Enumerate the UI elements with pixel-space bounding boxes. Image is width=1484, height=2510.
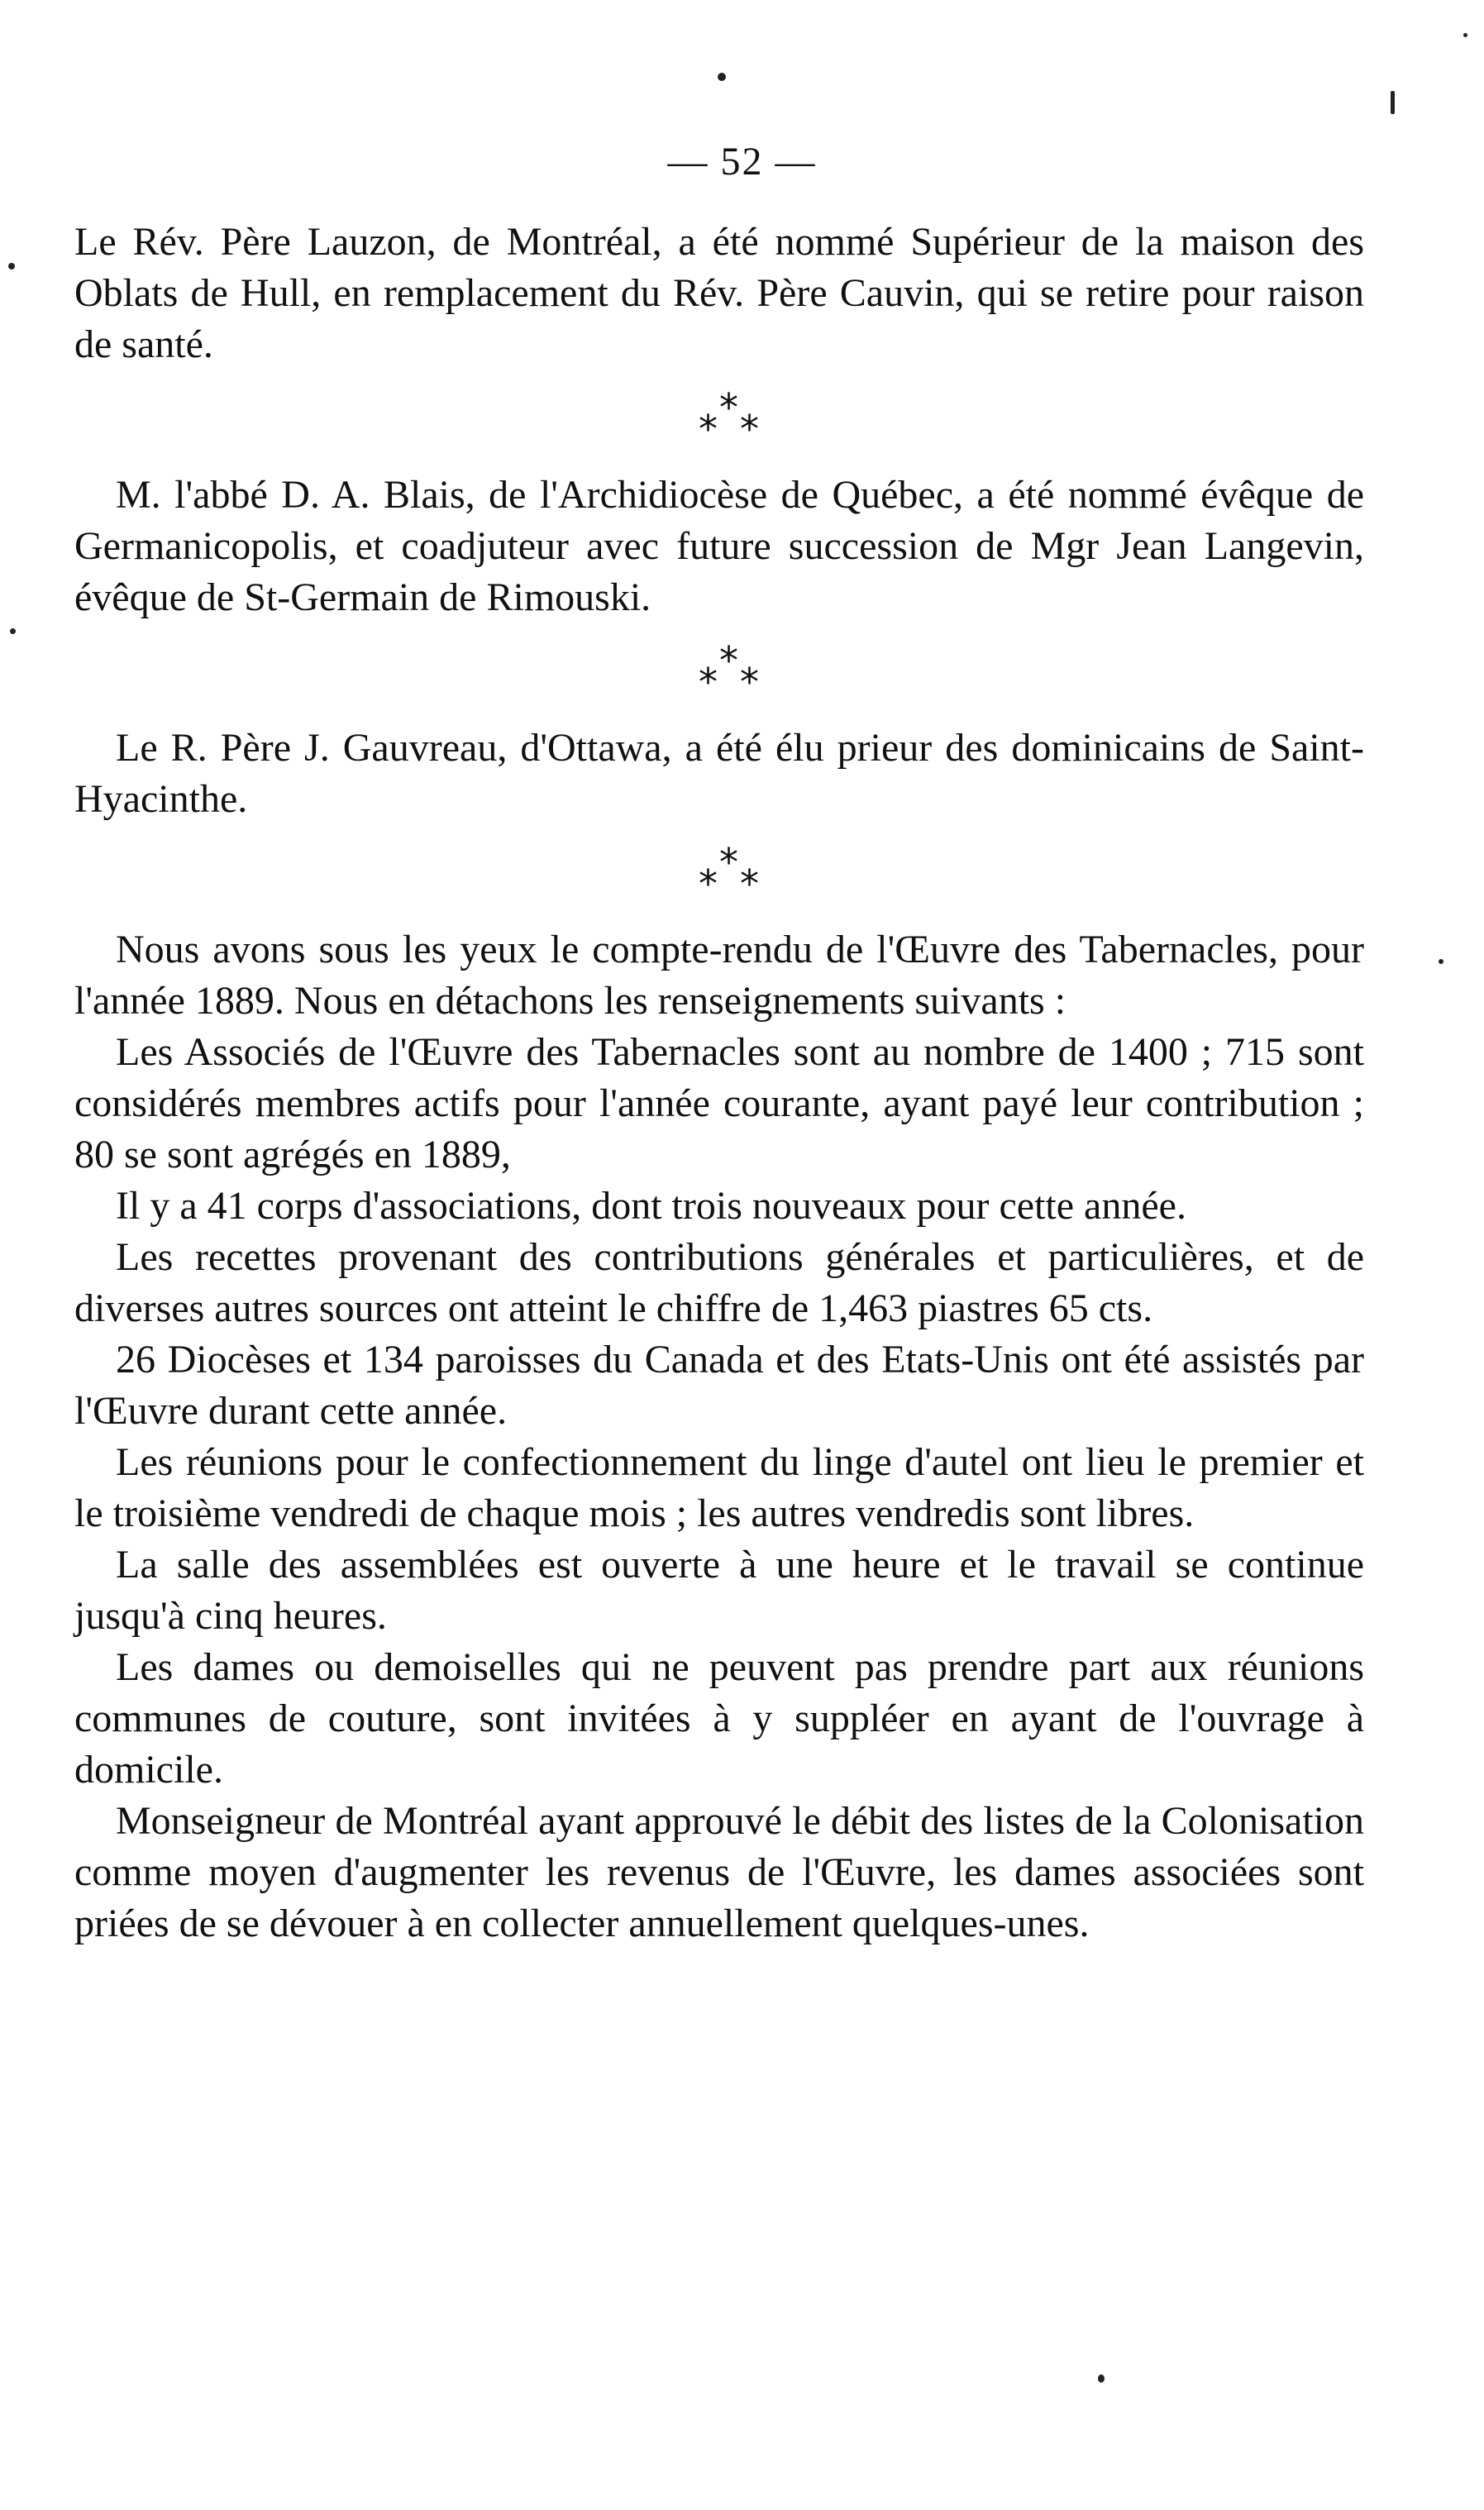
asterism-separator xyxy=(74,623,1364,723)
paragraph-recettes: Les recettes provenant des contributions générales et particulières, et de diverses autres sources ont atteint le chiffre de 1,463 piastres 65 cts. xyxy=(74,1235,1364,1330)
asterism-star: * xyxy=(740,660,759,704)
paragraph-reunions: Les réunions pour le confectionnement du linge d'autel ont lieu le premier et le troisième vendredi de chaque mois ; les autres vendredis sont libres. xyxy=(74,1440,1364,1535)
asterism-star: * xyxy=(699,861,718,906)
asterism-star: * xyxy=(719,840,738,885)
paragraph-blais: M. l'abbé D. A. Blais, de l'Archidiocèse de Québec, a été nommé évêque de Germanicopolis, et coadjuteur avec future succession de Mgr Jean Langevin, évêque de St-Germain de Rimouski. xyxy=(74,473,1364,619)
scan-speck xyxy=(8,263,15,270)
asterism-star: * xyxy=(699,660,718,704)
scan-speck xyxy=(1439,959,1443,964)
asterism-separator xyxy=(74,370,1364,470)
paragraph-salle: La salle des assemblées est ouverte à une heure et le travail se continue jusqu'à cinq heures. xyxy=(74,1543,1364,1638)
paragraph-dames: Les dames ou demoiselles qui ne peuvent pas prendre part aux réunions communes de couture, sont invitées à y suppléer en ayant de l'ouvrage à domicile. xyxy=(74,1645,1364,1792)
scan-speck xyxy=(1463,33,1467,37)
page-number: — 52 — xyxy=(667,140,817,184)
asterism-star: * xyxy=(740,861,759,906)
scan-speck xyxy=(1098,2374,1105,2383)
paragraph-associes: Les Associés de l'Œuvre des Tabernacles sont au nombre de 1400 ; 715 sont considérés membres actifs pour l'année courante, ayant payé leur contribution ; 80 se sont agrégés en 1889, xyxy=(74,1030,1364,1176)
paragraph-gauvreau: Le R. Père J. Gauvreau, d'Ottawa, a été élu prieur des dominicains de Saint-Hyacinthe. xyxy=(74,726,1364,821)
scan-speck xyxy=(10,628,16,634)
paragraph-dioceses: 26 Diocèses et 134 paroisses du Canada et des Etats-Unis ont été assistés par l'Œuvre durant cette année. xyxy=(74,1338,1364,1433)
paragraph-tabernacles-intro: Nous avons sous les yeux le compte-rendu de l'Œuvre des Tabernacles, pour l'année 1889. Nous en détachons les renseignements suivants : xyxy=(74,928,1364,1023)
asterism-star: * xyxy=(719,385,738,430)
scan-speck xyxy=(718,73,726,81)
asterism-separator xyxy=(74,825,1364,924)
paragraph-corps-associations: Il y a 41 corps d'associations, dont trois nouveaux pour cette année. xyxy=(116,1184,1186,1228)
paragraph-lauzon: Le Rév. Père Lauzon, de Montréal, a été nommé Supérieur de la maison des Oblats de Hull, en remplacement du Rév. Père Cauvin, qui se retire pour raison de santé. xyxy=(74,220,1364,366)
asterism-star: * xyxy=(699,407,718,451)
text-column xyxy=(74,217,1364,1949)
asterism-star: * xyxy=(740,407,759,451)
asterism-star: * xyxy=(719,638,738,683)
paragraph-monseigneur: Monseigneur de Montréal ayant approuvé le débit des listes de la Colonisation comme moyen d'augmenter les revenus de l'Œuvre, les dames associées sont priées de se dévouer à en collecter annuellement quelques-unes. xyxy=(74,1799,1364,1945)
scan-speck xyxy=(1391,91,1395,114)
